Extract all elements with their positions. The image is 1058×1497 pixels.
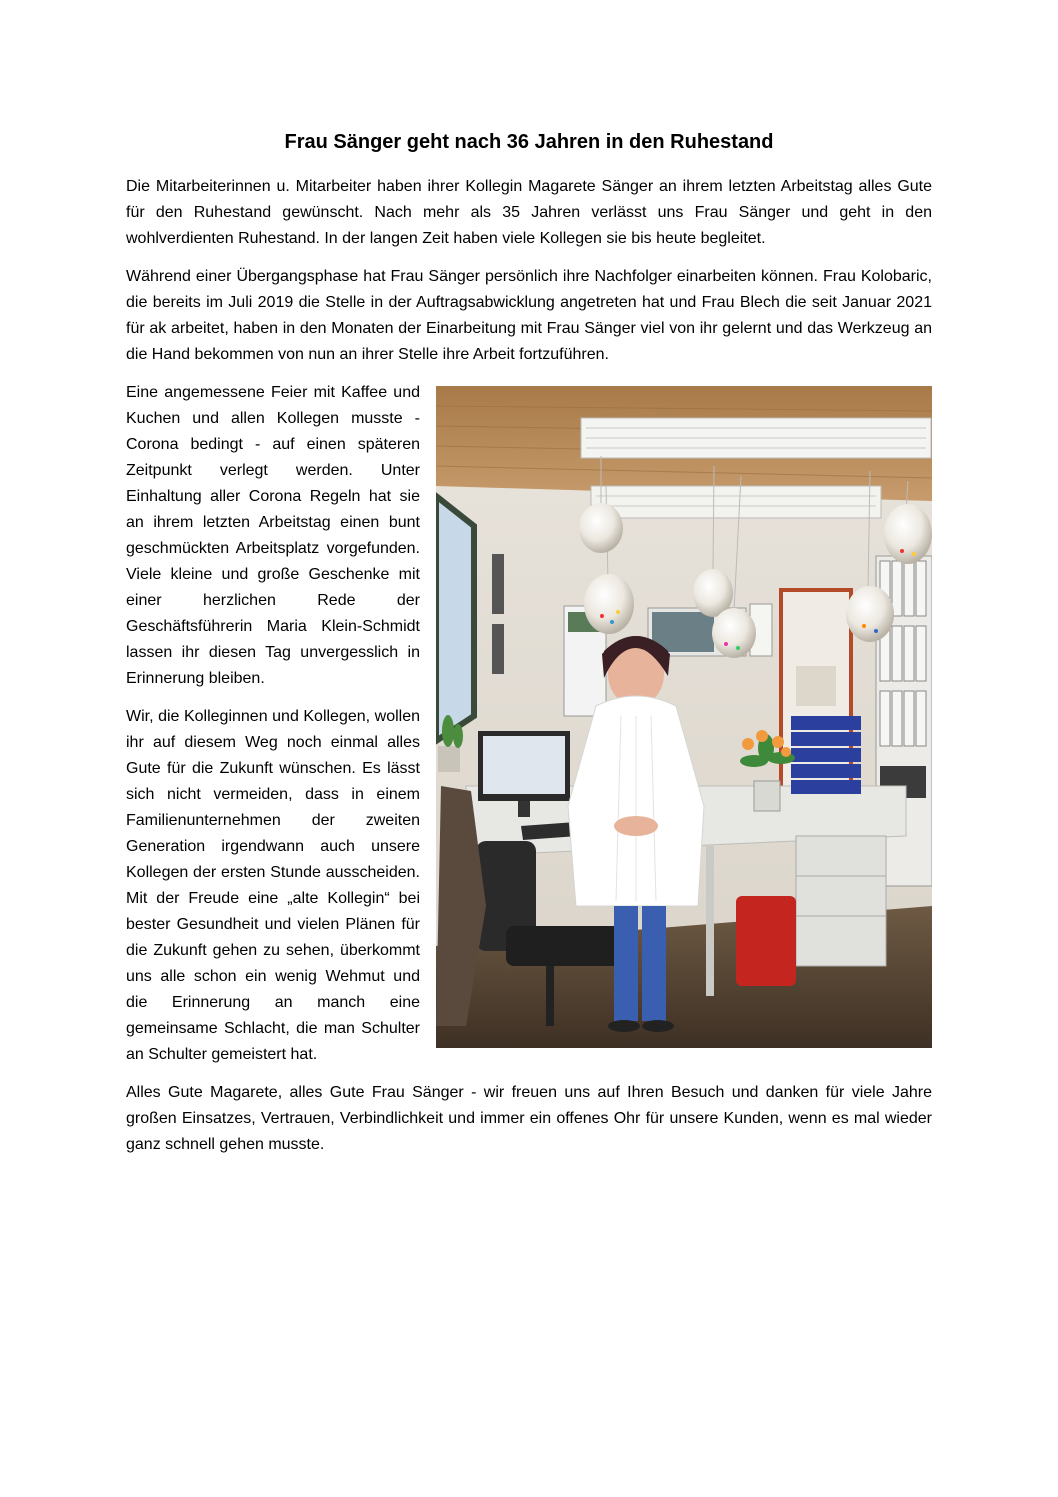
document-title: Frau Sänger geht nach 36 Jahren in den Ruhestand <box>284 131 774 153</box>
paragraph-intro: Die Mitarbeiterinnen u. Mitarbeiter haben ihrer Kollegin Magarete Sänger an ihrem letzten Arbeitstag alles Gute für den Ruhestand gewünscht. Nach mehr als 35 Jahren verlässt uns Frau Sänger und geht in den wohlverdienten Ruhestand. In der langen Zeit haben viele Kollegen sie bis heute begleitet. <box>126 178 932 247</box>
paragraph-closing: Alles Gute Magarete, alles Gute Frau Sänger - wir freuen uns auf Ihren Besuch und danken für viele Jahre großen Einsatzes, Vertrauen, Verbindlichkeit und immer ein offenes Ohr für unsere Kunden, wenn es mal wieder ganz schnell gehen musste. <box>126 1084 932 1153</box>
office-farewell-photo <box>436 386 932 1048</box>
paragraph-farewell-wishes: Wir, die Kolleginnen und Kollegen, wollen ihr auf diesem Weg noch einmal alles Gute für die Zukunft wünschen. Es lässt sich nicht vermeiden, dass in einem Familienunternehmen der zweiten Generation irgendwann auch unsere Kollegen der ersten Stunde ausscheiden. Mit der Freude eine „alte Kollegin“ bei bester Gesundheit und vielen Plänen für die Zukunft gehen zu sehen, überkommt uns alle schon ein wenig Wehmut und die Erinnerung an manch eine gemeinsame Schlacht, die man Schulter an Schulter gemeistert hat. <box>126 708 420 1063</box>
paragraph-transition: Während einer Übergangsphase hat Frau Sänger persönlich ihre Nachfolger einarbeiten können. Frau Kolobaric, die bereits im Juli 2019 die Stelle in der Auftragsabwicklung angetreten hat und Frau Blech die seit Januar 2021 für ak arbeitet, haben in den Monaten der Einarbeitung mit Frau Sänger viel von ihr gelernt und das Werkzeug an die Hand bekommen von nun an ihrer Stelle ihre Arbeit fortzuführen. <box>126 268 932 363</box>
document-page <box>126 128 932 1170</box>
paragraph-celebration: Eine angemessene Feier mit Kaffee und Kuchen und allen Kollegen musste - Corona bedingt - auf einen späteren Zeitpunkt verlegt werden. Unter Einhaltung aller Corona Regeln hat sie an ihrem letzten Arbeitstag einen bunt geschmückten Arbeitsplatz vorgefunden. Viele kleine und große Geschenke mit einer herzlichen Rede der Geschäftsführerin Maria Klein-Schmidt lassen ihr diesen Tag unvergesslich in Erinnerung bleiben. <box>126 384 420 687</box>
